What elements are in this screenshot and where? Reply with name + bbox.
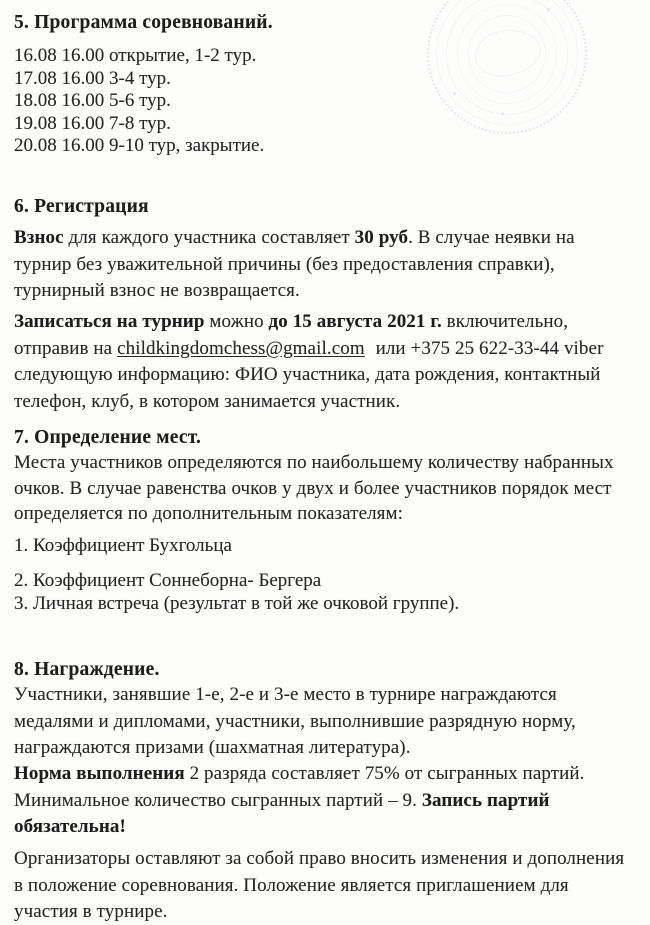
bold-run: до 15 августа 2021 г.: [268, 311, 442, 332]
round-ink-stamp: [427, 0, 587, 134]
schedule-line: 18.08 16.00 5-6 тур.: [14, 90, 171, 112]
tiebreak-item: 2. Коэффициент Соннеборна- Бергера: [14, 570, 322, 591]
text-run: . В случае неявки на турнир без уважительной причины (без предоставления справки), турнирный взнос не возвращается.: [14, 227, 575, 301]
awards-norm-paragraph: [14, 761, 636, 841]
closing-paragraph: Организаторы оставляют за собой право вносить изменения и дополнения в положение соревнования. Положение является приглашением для участия в турнире.: [14, 848, 625, 922]
schedule-line: 16.08 16.00 открытие, 1-2 тур.: [14, 45, 257, 66]
bold-run: 30 руб: [354, 227, 409, 248]
schedule-line: 17.08 16.00 3-4 тур.: [14, 67, 171, 89]
section-5-heading: 5. Программа соревнований.: [14, 12, 273, 33]
schedule-line: 20.08 16.00 9-10 тур, закрытие.: [14, 135, 265, 157]
registration-fee-paragraph: [14, 225, 636, 305]
registration-signup-paragraph: [14, 309, 636, 415]
tiebreak-item: 3. Личная встреча (результат в той же очковой группе).: [14, 593, 460, 614]
stamp-speck: [547, 8, 550, 11]
section-8-heading: 8. Награждение.: [14, 659, 160, 680]
awards-medals-paragraph: Участники, занявшие 1-е, 2-е и 3-е место в турнире награждаются медалями и дипломами, участники, выполнившие разрядную норму, награждаются призами (шахматная литература).: [14, 684, 576, 758]
bold-run: Взнос: [14, 227, 64, 248]
email-address: childkingdomchess@gmail.com: [117, 337, 365, 359]
stamp-speck: [501, 112, 504, 115]
bold-run: Норма выполнения: [14, 763, 185, 784]
bold-run: Записаться на турнир: [14, 311, 205, 332]
schedule-line: 19.08 16.00 7-8 тур.: [14, 112, 171, 134]
section-7-heading: 7. Определение мест.: [14, 427, 202, 448]
text-run: можно: [204, 311, 269, 332]
section-6-heading: 6. Регистрация: [14, 196, 149, 217]
tiebreak-item: 1. Коэффициент Бухгольца: [14, 535, 232, 556]
placement-intro-paragraph: Места участников определяются по наибольшему количеству набранных очков. В случае равенства очков у двух и более участников порядок мест определяется по дополнительным показателям:: [14, 452, 614, 524]
text-run: для каждого участника составляет: [63, 227, 355, 248]
text-run: или +375 25 622-33-44 viber следующую информацию: ФИО участника, дата рождения, контактный телефон, клуб, в котором занимается участник.: [14, 337, 604, 412]
schedule-list: [14, 45, 264, 158]
bold-run: Запись партий обязательна!: [14, 789, 550, 837]
text-run: включительно, отправив на: [14, 311, 569, 359]
text-run: 2 разряда составляет 75% от сыгранных партий. Минимальное количество сыгранных партий – 9.: [14, 763, 585, 811]
stamp-speck: [453, 92, 456, 95]
